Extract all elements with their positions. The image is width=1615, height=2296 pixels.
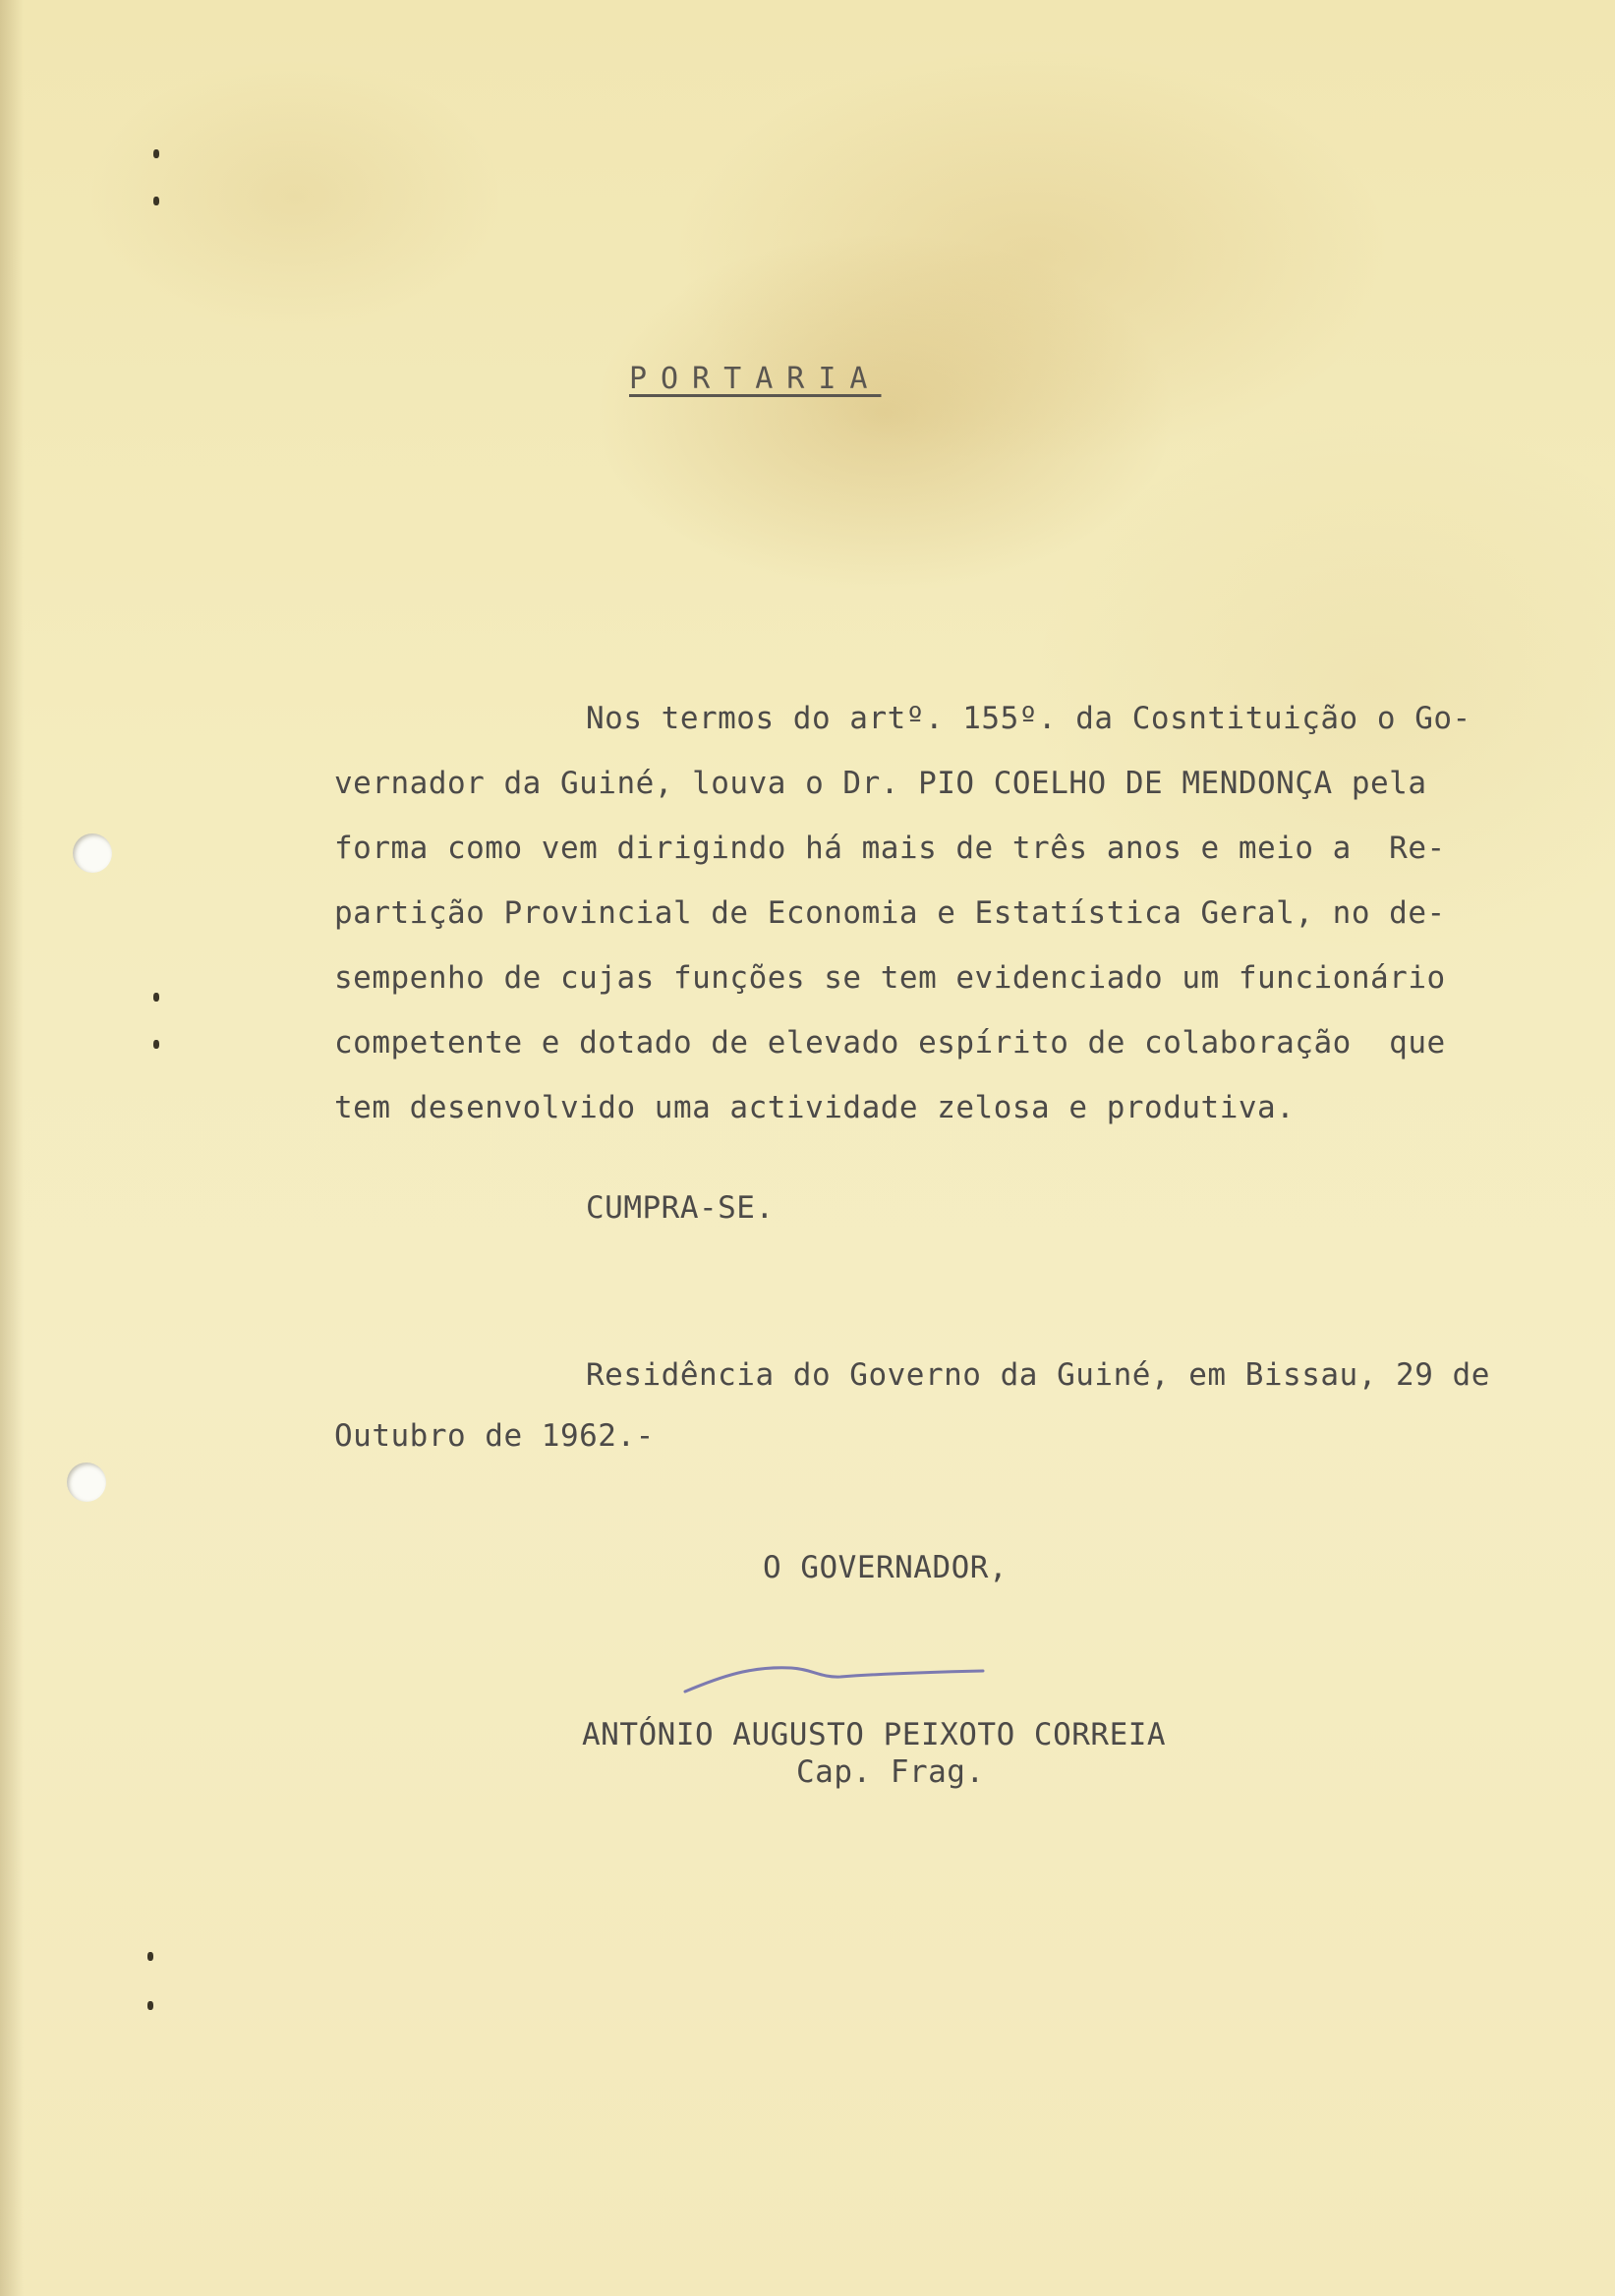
- body-line: Nos termos do artº. 155º. da Cosntituição o Go-: [586, 701, 1471, 736]
- date-line: Outubro de 1962.-: [334, 1418, 655, 1454]
- binding-mark: [153, 149, 159, 158]
- punch-hole-top: [73, 833, 112, 873]
- binding-mark: [147, 2001, 153, 2010]
- residence-line: Residência do Governo da Guiné, em Bissau, 29 de: [586, 1357, 1490, 1393]
- body-line: tem desenvolvido uma actividade zelosa e produtiva.: [334, 1090, 1296, 1125]
- body-line: partição Provincial de Economia e Estatística Geral, no de-: [334, 895, 1446, 931]
- body-line: sempenho de cujas funções se tem evidenciado um funcionário: [334, 960, 1446, 996]
- body-line: vernador da Guiné, louva o Dr. PIO COELHO DE MENDONÇA pela: [334, 766, 1427, 801]
- binding-mark: [147, 1952, 153, 1961]
- page-edge-shadow: [0, 0, 24, 2296]
- document-title: PORTARIA: [629, 362, 882, 396]
- governor-label: O GOVERNADOR,: [763, 1550, 1009, 1585]
- punch-hole-bottom: [67, 1463, 106, 1502]
- signature: [683, 1656, 988, 1705]
- signatory-name: ANTÓNIO AUGUSTO PEIXOTO CORREIA: [582, 1717, 1167, 1752]
- cumpra-se: CUMPRA-SE.: [586, 1190, 775, 1226]
- body-line: competente e dotado de elevado espírito de colaboração que: [334, 1025, 1446, 1061]
- signatory-rank: Cap. Frag.: [796, 1754, 985, 1790]
- binding-mark: [153, 993, 159, 1002]
- binding-mark: [153, 197, 159, 205]
- body-line: forma como vem dirigindo há mais de três anos e meio a Re-: [334, 831, 1446, 866]
- binding-mark: [153, 1040, 159, 1049]
